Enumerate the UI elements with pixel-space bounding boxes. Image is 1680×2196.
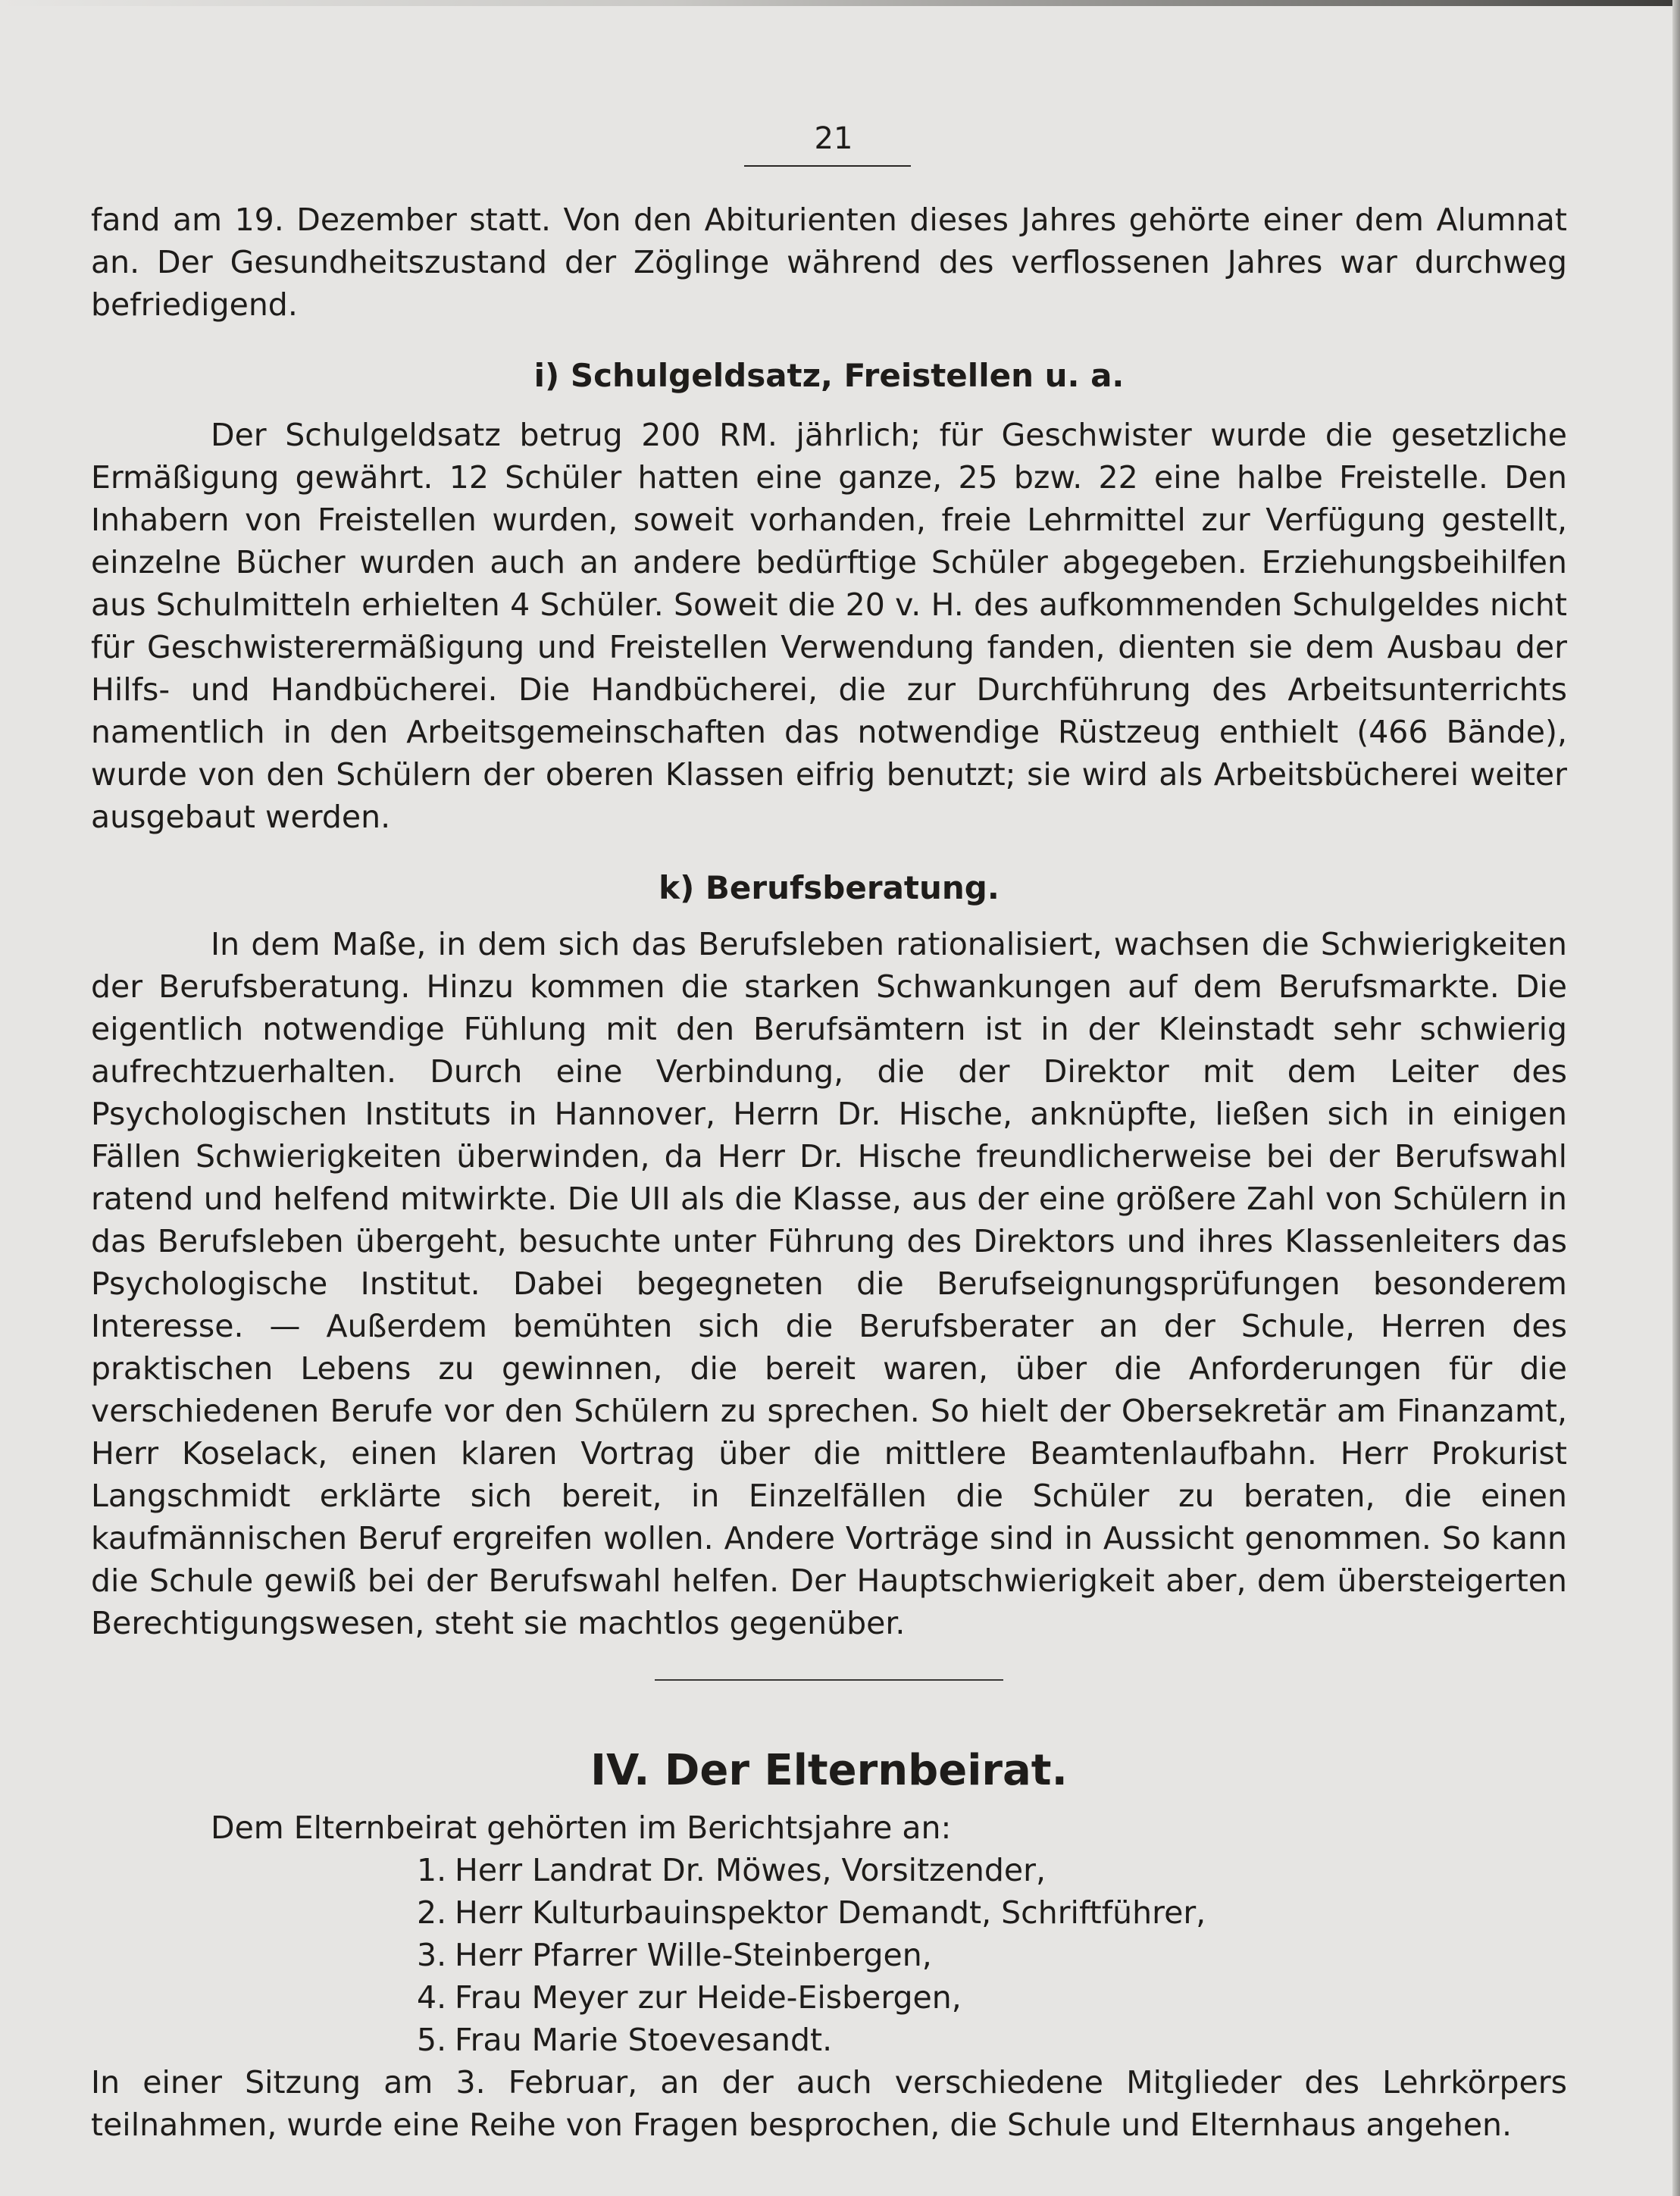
list-item-text: Frau Marie Stoevesandt. (455, 2022, 833, 2058)
scan-top-edge (0, 0, 1680, 6)
list-item (417, 1891, 1567, 1934)
section-iv-closing: In einer Sitzung am 3. Februar, an der auch verschiedene Mitglieder des Lehrkörpers teilnahmen, wurde eine Reihe von Fragen besprochen, die Schule und Elternhaus angehen. (91, 2064, 1567, 2143)
list-item (417, 1849, 1567, 1891)
page-number-rule (744, 165, 911, 167)
section-i-heading: i) Schulgeldsatz, Freistellen u. a. (533, 357, 1125, 394)
list-item-text: Herr Landrat Dr. Möwes, Vorsitzender, (455, 1852, 1046, 1888)
section-k-heading: k) Berufsberatung. (659, 869, 1000, 906)
section-divider (655, 1679, 1003, 1681)
list-item (417, 1934, 1567, 1976)
list-item-number: 1. (417, 1852, 447, 1888)
list-item-text: Herr Pfarrer Wille-Steinbergen, (455, 1937, 932, 1973)
section-k-paragraph: In dem Maße, in dem sich das Berufsleben rationalisiert, wachsen die Schwierigkeiten der Berufsberatung. Hinzu kommen die starken Schwankungen auf dem Berufsmarkte. Die eigentlich notwendige Fühlung mit den Berufsämtern ist in der Kleinstadt sehr schwierig aufrechtzuerhalten. Durch eine Verbindung, die der Direktor mit dem Leiter des Psychologischen Instituts in Hannover, Herrn Dr. Hische, anknüpfte, ließen sich in einigen Fällen Schwierigkeiten überwinden, da Herr Dr. Hische freundlicherweise bei der Berufswahl ratend und helfend mitwirkte. Die UII als die Klasse, aus der eine größere Zahl von Schülern in das Berufsleben übergeht, besuchte unter Führung des Direktors und ihres Klassenleiters das Psychologische Institut. Dabei begegneten die Berufseignungsprüfungen besonderem Interesse. — Außerdem bemühten sich die Berufsberater an der Schule, Herren des praktischen Lebens zu gewinnen, die bereit waren, über die Anforderungen für die verschiedenen Berufe vor den Schülern zu sprechen. So hielt der Obersekretär am Finanzamt, Herr Koselack, einen klaren Vortrag über die mittlere Beamtenlaufbahn. Herr Prokurist Langschmidt erklärte sich bereit, in Einzelfällen die Schüler zu beraten, die einen kaufmännischen Beruf ergreifen wollen. Andere Vorträge sind in Aussicht genommen. So kann die Schule gewiß bei der Berufswahl helfen. Der Hauptschwierigkeit aber, dem übersteigerten Berechtigungswesen, steht sie machtlos gegenüber. (91, 926, 1567, 1641)
list-item (417, 2019, 1567, 2061)
list-item-number: 2. (417, 1894, 447, 1931)
list-item (417, 1976, 1567, 2019)
page-body (91, 199, 1567, 2146)
continuation-paragraph: fand am 19. Dezember statt. Von den Abiturienten dieses Jahres gehörte einer dem Alumnat an. Der Gesundheitszustand der Zöglinge während des verflossenen Jahres war durchweg befriedigend. (91, 202, 1567, 323)
scan-right-edge (1672, 0, 1680, 2196)
list-item-text: Herr Kulturbauinspektor Demandt, Schriftführer, (455, 1894, 1206, 1931)
list-item-text: Frau Meyer zur Heide-Eisbergen, (455, 1979, 962, 2016)
member-list (91, 1849, 1567, 2061)
list-item-number: 3. (417, 1937, 447, 1973)
page-number: 21 (814, 121, 853, 156)
section-iv-title: IV. Der Elternbeirat. (590, 1746, 1068, 1795)
list-item-number: 5. (417, 2022, 447, 2058)
section-iv-intro: Dem Elternbeirat gehörten im Berichtsjahre an: (211, 1810, 952, 1846)
section-i-paragraph: Der Schulgeldsatz betrug 200 RM. jährlich; für Geschwister wurde die gesetzliche Ermäßigung gewährt. 12 Schüler hatten eine ganze, 25 bzw. 22 eine halbe Freistelle. Den Inhabern von Freistellen wurden, soweit vorhanden, freie Lehrmittel zur Verfügung gestellt, einzelne Bücher wurden auch an andere bedürftige Schüler abgegeben. Erziehungsbeihilfen aus Schulmitteln erhielten 4 Schüler. Soweit die 20 v. H. des aufkommenden Schulgeldes nicht für Geschwisterermäßigung und Freistellen Verwendung fanden, dienten sie dem Ausbau der Hilfs- und Handbücherei. Die Handbücherei, die zur Durchführung des Arbeitsunterrichts namentlich in den Arbeitsgemeinschaften das notwendige Rüstzeug enthielt (466 Bände), wurde von den Schülern der oberen Klassen eifrig benutzt; sie wird als Arbeitsbücherei weiter ausgebaut werden. (91, 417, 1567, 835)
list-item-number: 4. (417, 1979, 447, 2016)
